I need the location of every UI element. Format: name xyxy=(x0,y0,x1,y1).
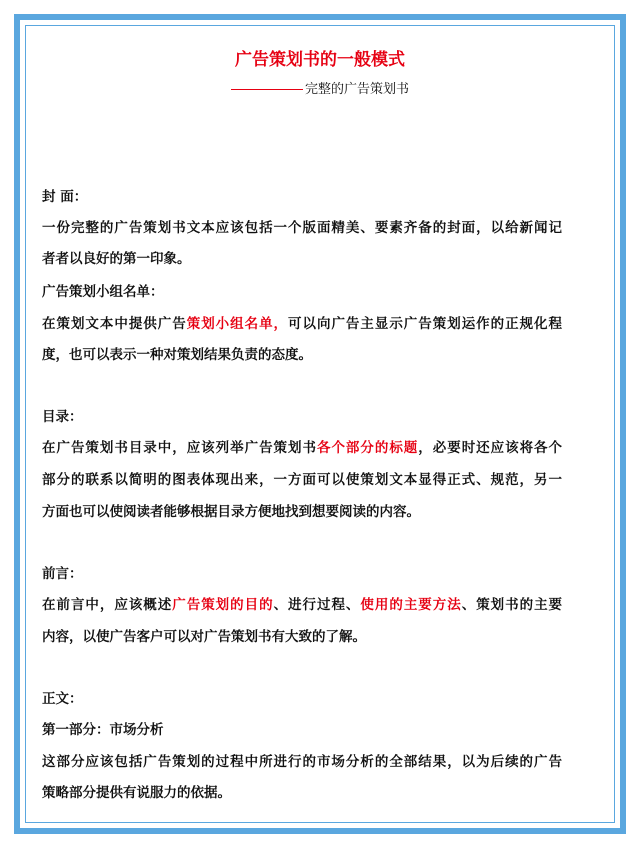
paragraph-line: 者者以良好的第一印象。 xyxy=(42,251,191,267)
paragraph-line: 一份完整的广告策划书文本应该包括一个版面精美、要素齐备的封面，以给新闻记 xyxy=(42,220,562,236)
subtitle-dash xyxy=(231,89,303,90)
paragraph-line: 方面也可以使阅读者能够根据目录方便地找到想要阅读的内容。 xyxy=(42,504,420,520)
document-subtitle xyxy=(0,80,640,100)
text-span: 可以向广告主显示广告策划运作的正规化程 xyxy=(288,316,563,332)
text-span: 、策划书的主要 xyxy=(461,597,563,613)
section-heading-toc: 目录： xyxy=(42,409,83,425)
paragraph-line xyxy=(42,595,562,615)
document-title: 广告策划书的一般模式 xyxy=(235,50,405,70)
highlight-span: 各个部分的标题 xyxy=(316,440,419,456)
highlight-span: 广告策划的目的 xyxy=(172,597,274,613)
text-span: 在策划文本中提供广告 xyxy=(42,316,187,332)
text-span: ，必要时还应该将各个 xyxy=(418,440,563,456)
text-span: 在前言中，应该概述 xyxy=(42,597,173,613)
page-frame-inner-border xyxy=(25,25,615,823)
paragraph-line xyxy=(42,438,562,458)
text-span: 、进行过程、 xyxy=(273,597,361,613)
section-heading-team: 广告策划小组名单： xyxy=(42,284,164,300)
paragraph-line: 策略部分提供有说服力的依据。 xyxy=(42,785,231,801)
highlight-span: 策划小组名单， xyxy=(186,316,289,332)
paragraph-line: 度，也可以表示一种对策划结果负责的态度。 xyxy=(42,347,312,363)
text-span: 在广告策划书目录中，应该列举广告策划书 xyxy=(42,440,317,456)
paragraph-line: 部分的联系以简明的图表体现出来，一方面可以使策划文本显得正式、规范，另一 xyxy=(42,472,562,488)
page-frame xyxy=(14,14,626,834)
section-heading-preface: 前言： xyxy=(42,566,83,582)
paragraph-line: 内容，以使广告客户可以对广告策划书有大致的了解。 xyxy=(42,629,366,645)
highlight-span: 使用的主要方法 xyxy=(360,597,462,613)
section-heading-body: 正文： xyxy=(42,691,83,707)
section-heading-cover: 封 面： xyxy=(42,189,88,205)
paragraph-line: 这部分应该包括广告策划的过程中所进行的市场分析的全部结果，以为后续的广告 xyxy=(42,754,562,770)
paragraph-line xyxy=(42,314,562,334)
sub-heading-market-analysis: 第一部分：市场分析 xyxy=(42,722,164,738)
subtitle-text: 完整的广告策划书 xyxy=(304,82,409,97)
